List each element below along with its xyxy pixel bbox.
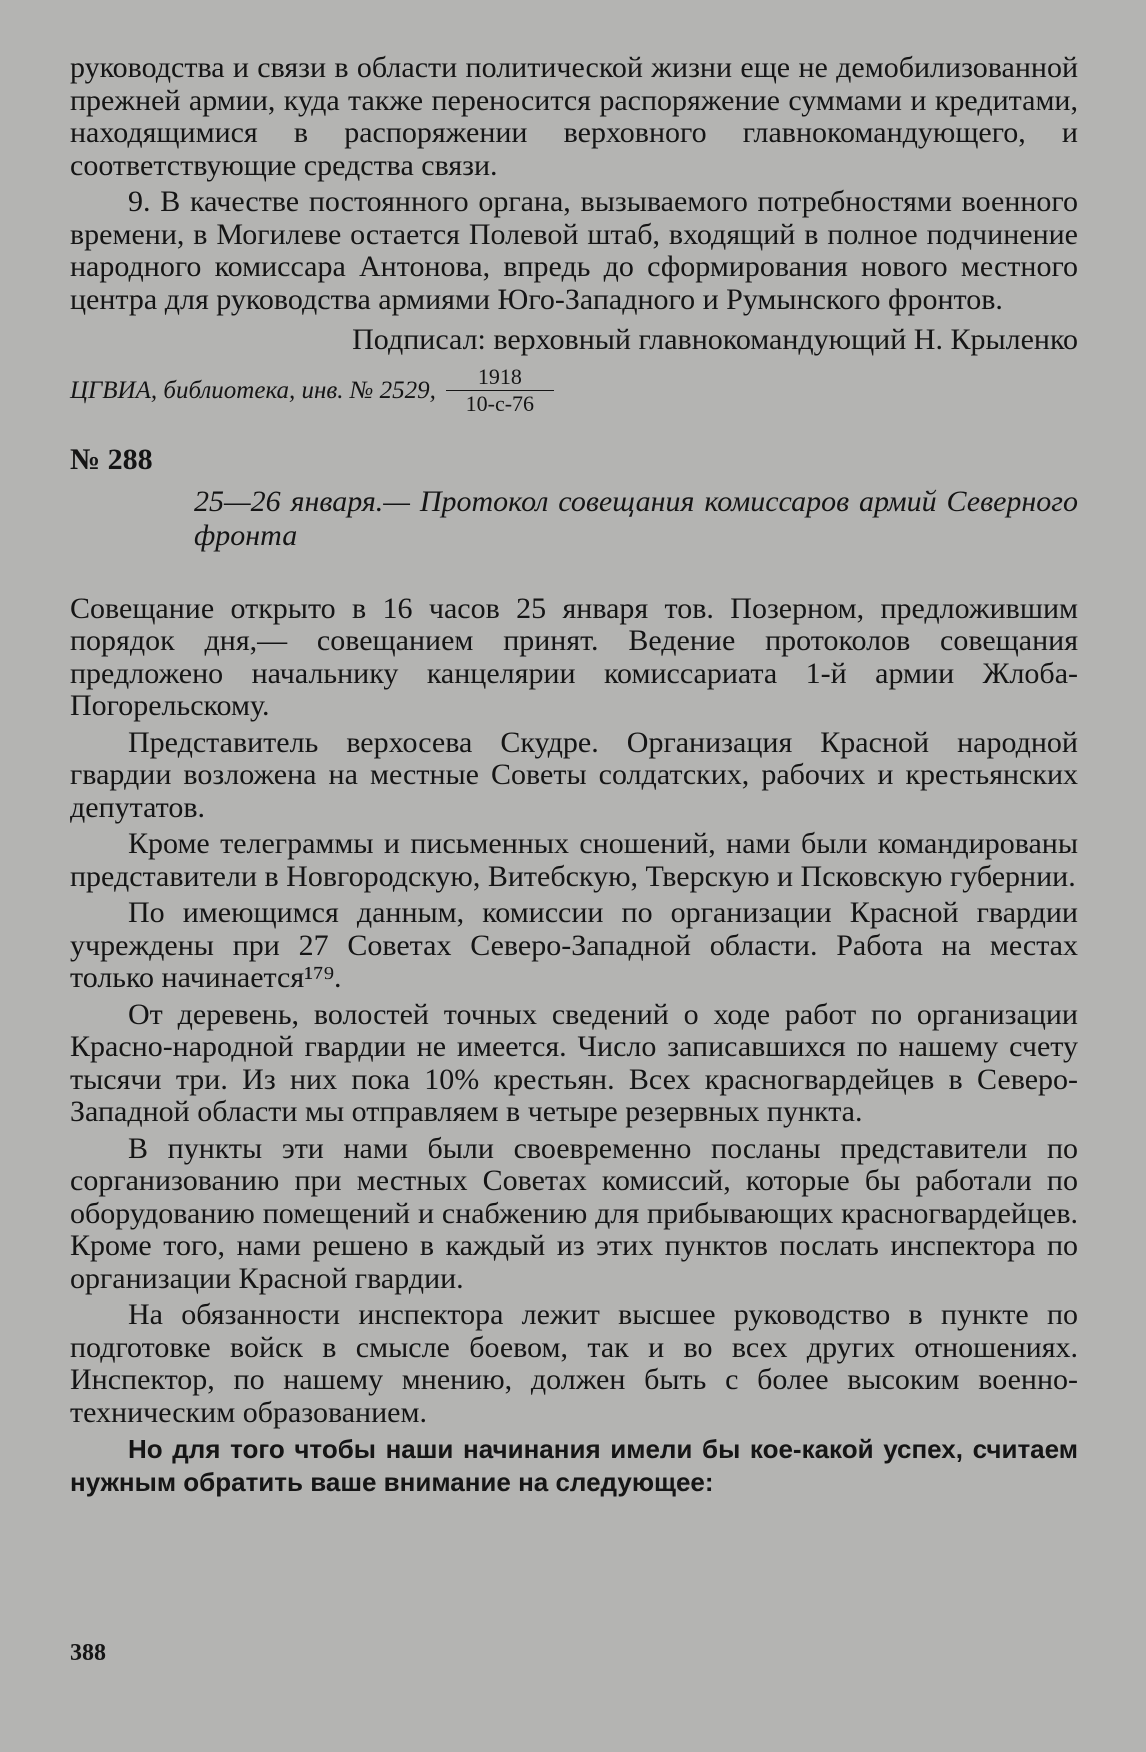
body-paragraph: Представитель верхосева Скудре. Организация Красной народной гвардии возложена на местные Советы солдатских, рабочих и крестьянских депутатов. [70,725,1078,824]
signature-line: Подписал: верховный главнокомандующий Н. Крыленко [352,323,1078,356]
document-number: № 288 [70,442,153,476]
body-paragraph: На обязанности инспектора лежит высшее руководство в пункте по подготовке войск в смысле боевом, так и во всех других отношениях. Инспектор, по нашему мнению, должен быть с более высоким военно-техническим образованием. [70,1298,1078,1429]
body-paragraph: Совещание открыто в 16 часов 25 января тов. Позерном, предложившим порядок дня,— совещанием принят. Ведение протоколов совещания предложено начальнику канцелярии комиссариата 1-й армии Жлоба-Погорельскому. [70,591,1078,722]
archive-fraction-bottom: 10-с-76 [465,391,535,416]
document-title: 25—26 января.— Протокол совещания комиссаров армий Северного фронта [194,484,1078,552]
body-paragraph: Кроме телеграммы и письменных сношений, нами были командированы представители в Новгородскую, Витебскую, Тверскую и Псковскую губернии. [70,827,1078,893]
archive-fraction [446,364,554,417]
closing-paragraph: Но для того чтобы наши начинания имели бы кое-какой успех, считаем нужным обратить ваше внимание на следующее: [70,1434,1078,1497]
body-paragraph: От деревень, волостей точных сведений о ходе работ по организации Красно-народной гвардии не имеется. Число записавшихся по нашему счету тысячи три. Из них пока 10% крестьян. Всех красногвардейцев в Северо-Западной области мы отправляем в четыре резервных пункта. [70,997,1078,1128]
page-number: 388 [70,1640,106,1666]
document-body [70,593,1078,1499]
document-page [70,52,1078,1498]
archive-fraction-top: 1918 [446,364,554,391]
body-paragraph: В пункты эти нами были своевременно посланы представители по сорганизованию при местных Советах комиссий, которые бы работали по оборудованию помещений и снабжению для прибывающих красногвардейцев. Кроме того, нами решено в каждый из этих пунктов послать инспектора по организации Красной гвардии. [70,1131,1078,1295]
archive-reference [70,361,1078,421]
paragraph-continuation: руководства и связи в области политической жизни еще не демобилизованной прежней армии, куда также переносится распоряжение суммами и кредитами, находящимися в распоряжении верховного главнокомандующего, и соответствующие средства связи. [70,51,1078,182]
body-paragraph: По имеющимся данным, комиссии по организации Красной гвардии учреждены при 27 Советах Северо-Западной области. Работа на местах только начинается¹⁷⁹. [70,896,1078,994]
archive-reference-text: ЦГВИА, библиотека, инв. № 2529, [70,376,436,404]
paragraph-item-9: 9. В качестве постоянного органа, вызываемого потребностями военного времени, в Могилеве остается Полевой штаб, входящий в полное подчинение народного комиссара Антонова, впредь до сформирования нового местного центра для руководства армиями Юго-Западного и Румынского фронтов. [70,185,1078,316]
